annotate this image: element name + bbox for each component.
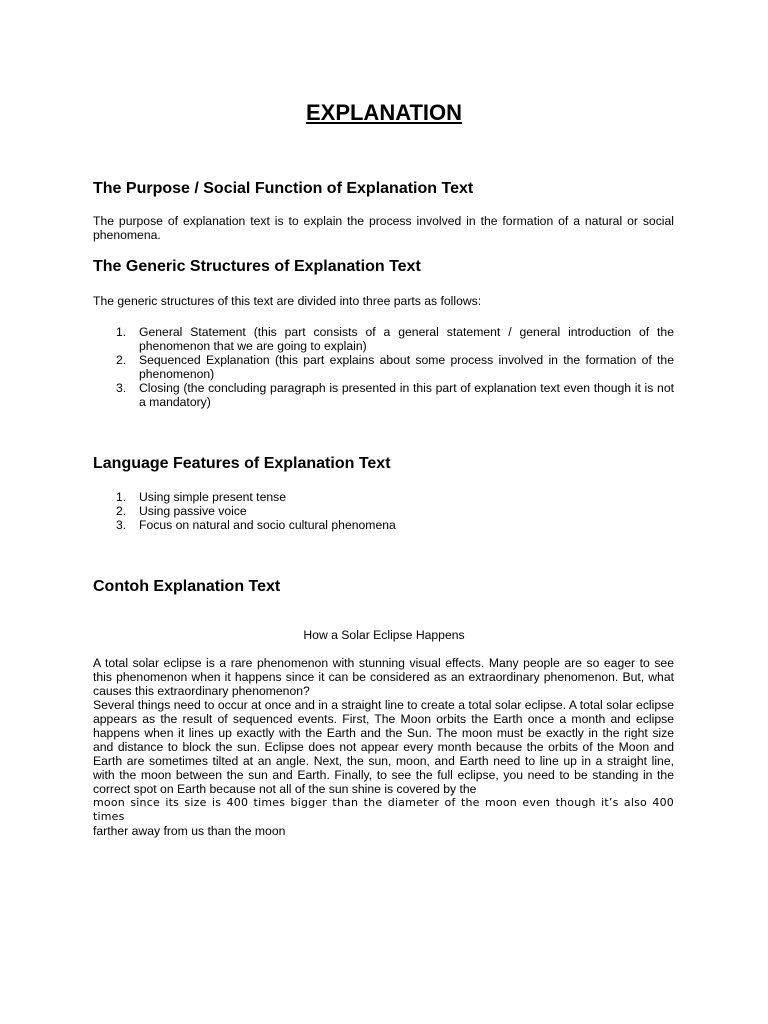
list-number: 3. bbox=[116, 381, 127, 395]
example-paragraph-2-end: farther away from us than the moon bbox=[93, 824, 286, 838]
list-item bbox=[93, 325, 674, 353]
list-number: 3. bbox=[116, 518, 127, 532]
language-list bbox=[93, 490, 674, 532]
list-text: Focus on natural and socio cultural phenomena bbox=[139, 518, 396, 532]
document-title: EXPLANATION bbox=[305, 100, 463, 125]
list-item bbox=[93, 381, 674, 409]
language-heading: Language Features of Explanation Text bbox=[93, 455, 391, 472]
purpose-heading: The Purpose / Social Function of Explanation Text bbox=[93, 180, 474, 197]
list-number: 1. bbox=[116, 325, 127, 339]
structure-intro: The generic structures of this text are divided into three parts as follows: bbox=[93, 294, 482, 308]
example-paragraph-2 bbox=[93, 698, 674, 838]
example-paragraph-1: A total solar eclipse is a rare phenomenon with stunning visual effects. Many people are so eager to see this phenomenon when it happens since it can be considered as an extraordinary phenomenon. But, what causes this extraordinary phenomenon? bbox=[93, 656, 674, 698]
list-text: Using passive voice bbox=[139, 504, 247, 518]
list-item bbox=[93, 504, 674, 518]
example-paragraph-2-line: moon since its size is 400 times bigger than the diameter of the moon even though it’s also 400 times bbox=[93, 796, 674, 823]
purpose-paragraph: The purpose of explanation text is to explain the process involved in the formation of a natural or social phenomena. bbox=[93, 214, 674, 242]
structure-list bbox=[93, 325, 674, 409]
list-text: General Statement (this part consists of a general statement / general introduction of the phenomenon that we are going to explain) bbox=[139, 325, 674, 353]
structure-heading: The Generic Structures of Explanation Text bbox=[93, 258, 421, 275]
list-number: 2. bbox=[116, 504, 127, 518]
list-text: Using simple present tense bbox=[139, 490, 286, 504]
list-item bbox=[93, 353, 674, 381]
list-item bbox=[93, 518, 674, 532]
list-text: Sequenced Explanation (this part explains about some process involved in the formation of the phenomenon) bbox=[139, 353, 674, 381]
example-paragraph-2-text: Several things need to occur at once and in a straight line to create a total solar eclipse. A total solar eclipse appears as the result of sequenced events. First, The Moon orbits the Earth once a month and eclipse happens when it lines up exactly with the Earth and the Sun. The moon must be exactly in the right size and distance to block the sun. Eclipse does not appear every month because the orbits of the Moon and Earth are sometimes tilted at an angle. Next, the sun, moon, and Earth need to line up in a straight line, with the moon between the sun and Earth. Finally, to see the full eclipse, you need to be standing in the correct spot on Earth because not all of the sun shine is covered by the bbox=[93, 698, 674, 796]
list-item bbox=[93, 490, 674, 504]
example-title: How a Solar Eclipse Happens bbox=[303, 628, 465, 642]
list-text: Closing (the concluding paragraph is presented in this part of explanation text even though it is not a mandatory) bbox=[139, 381, 674, 409]
list-number: 1. bbox=[116, 490, 127, 504]
example-heading: Contoh Explanation Text bbox=[93, 578, 281, 595]
list-number: 2. bbox=[116, 353, 127, 367]
